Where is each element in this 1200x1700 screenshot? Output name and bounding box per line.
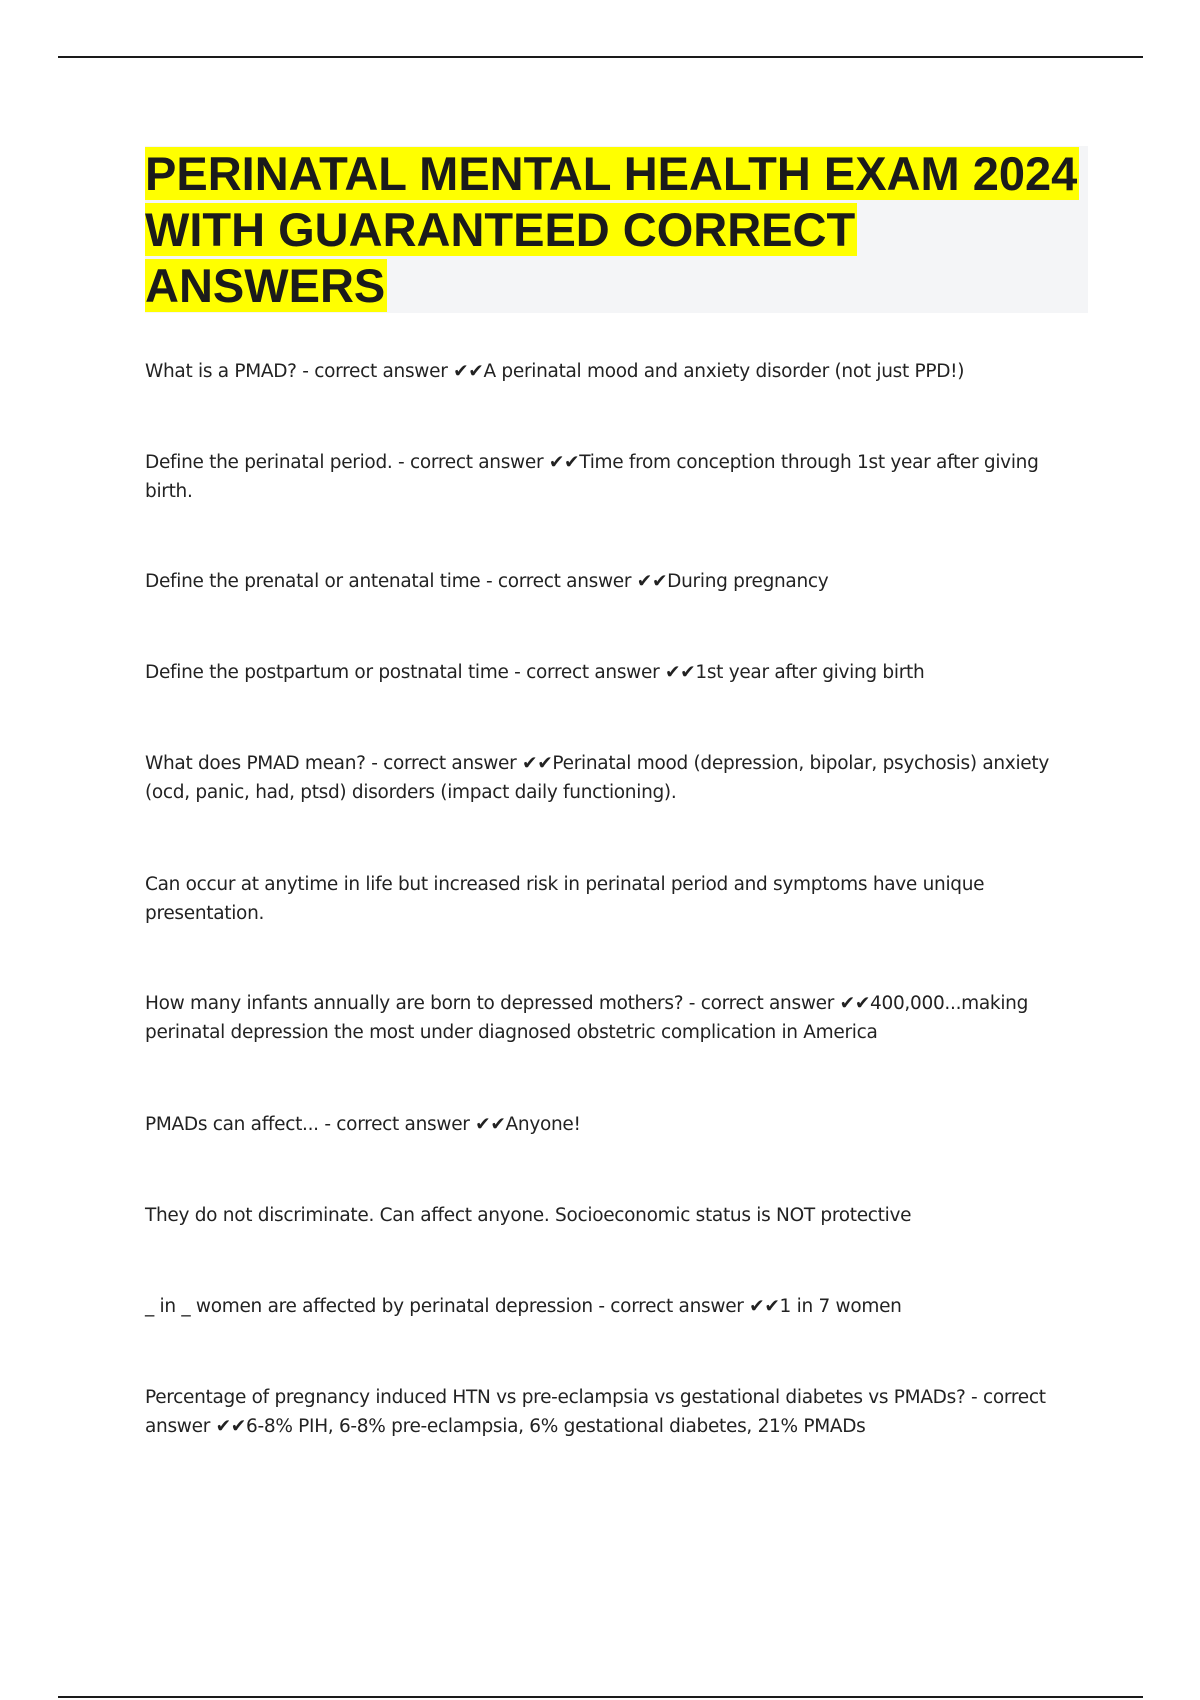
document-title [145, 146, 1088, 314]
qa-entry-1: What is a PMAD? - correct answer ✔✔A perinatal mood and anxiety disorder (not just PPD!) [145, 361, 965, 382]
footer-rule [58, 1696, 1143, 1698]
qa-entry-2: Define the perinatal period. - correct answer ✔✔Time from conception through 1st year after giving birth. [145, 452, 1039, 502]
qa-entry-9: They do not discriminate. Can affect anyone. Socioeconomic status is NOT protective [145, 1205, 912, 1226]
qa-entry-4: Define the postpartum or postnatal time - correct answer ✔✔1st year after giving birth [145, 662, 925, 683]
qa-entry-7: How many infants annually are born to depressed mothers? - correct answer ✔✔400,000...making perinatal depression the most under diagnosed obstetric complication in America [145, 993, 1029, 1043]
qa-entry-8: PMADs can affect... - correct answer ✔✔Anyone! [145, 1114, 581, 1135]
qa-entry-6: Can occur at anytime in life but increased risk in perinatal period and symptoms have unique presentation. [145, 874, 985, 924]
qa-entry-5: What does PMAD mean? - correct answer ✔✔Perinatal mood (depression, bipolar, psychosis) anxiety (ocd, panic, had, ptsd) disorders (impact daily functioning). [145, 753, 1049, 803]
qa-entry-11: Percentage of pregnancy induced HTN vs pre-eclampsia vs gestational diabetes vs PMADs? - correct answer ✔✔6-8% PIH, 6-8% pre-eclampsia, 6% gestational diabetes, 21% PMADs [145, 1387, 1046, 1437]
header-rule [58, 56, 1143, 58]
document-title-text: PERINATAL MENTAL HEALTH EXAM 2024 WITH GUARANTEED CORRECT ANSWERS [145, 147, 1078, 312]
title-block [145, 146, 1088, 313]
qa-entry-3: Define the prenatal or antenatal time - correct answer ✔✔During pregnancy [145, 571, 829, 592]
qa-entry-10: _ in _ women are affected by perinatal depression - correct answer ✔✔1 in 7 women [145, 1296, 902, 1317]
